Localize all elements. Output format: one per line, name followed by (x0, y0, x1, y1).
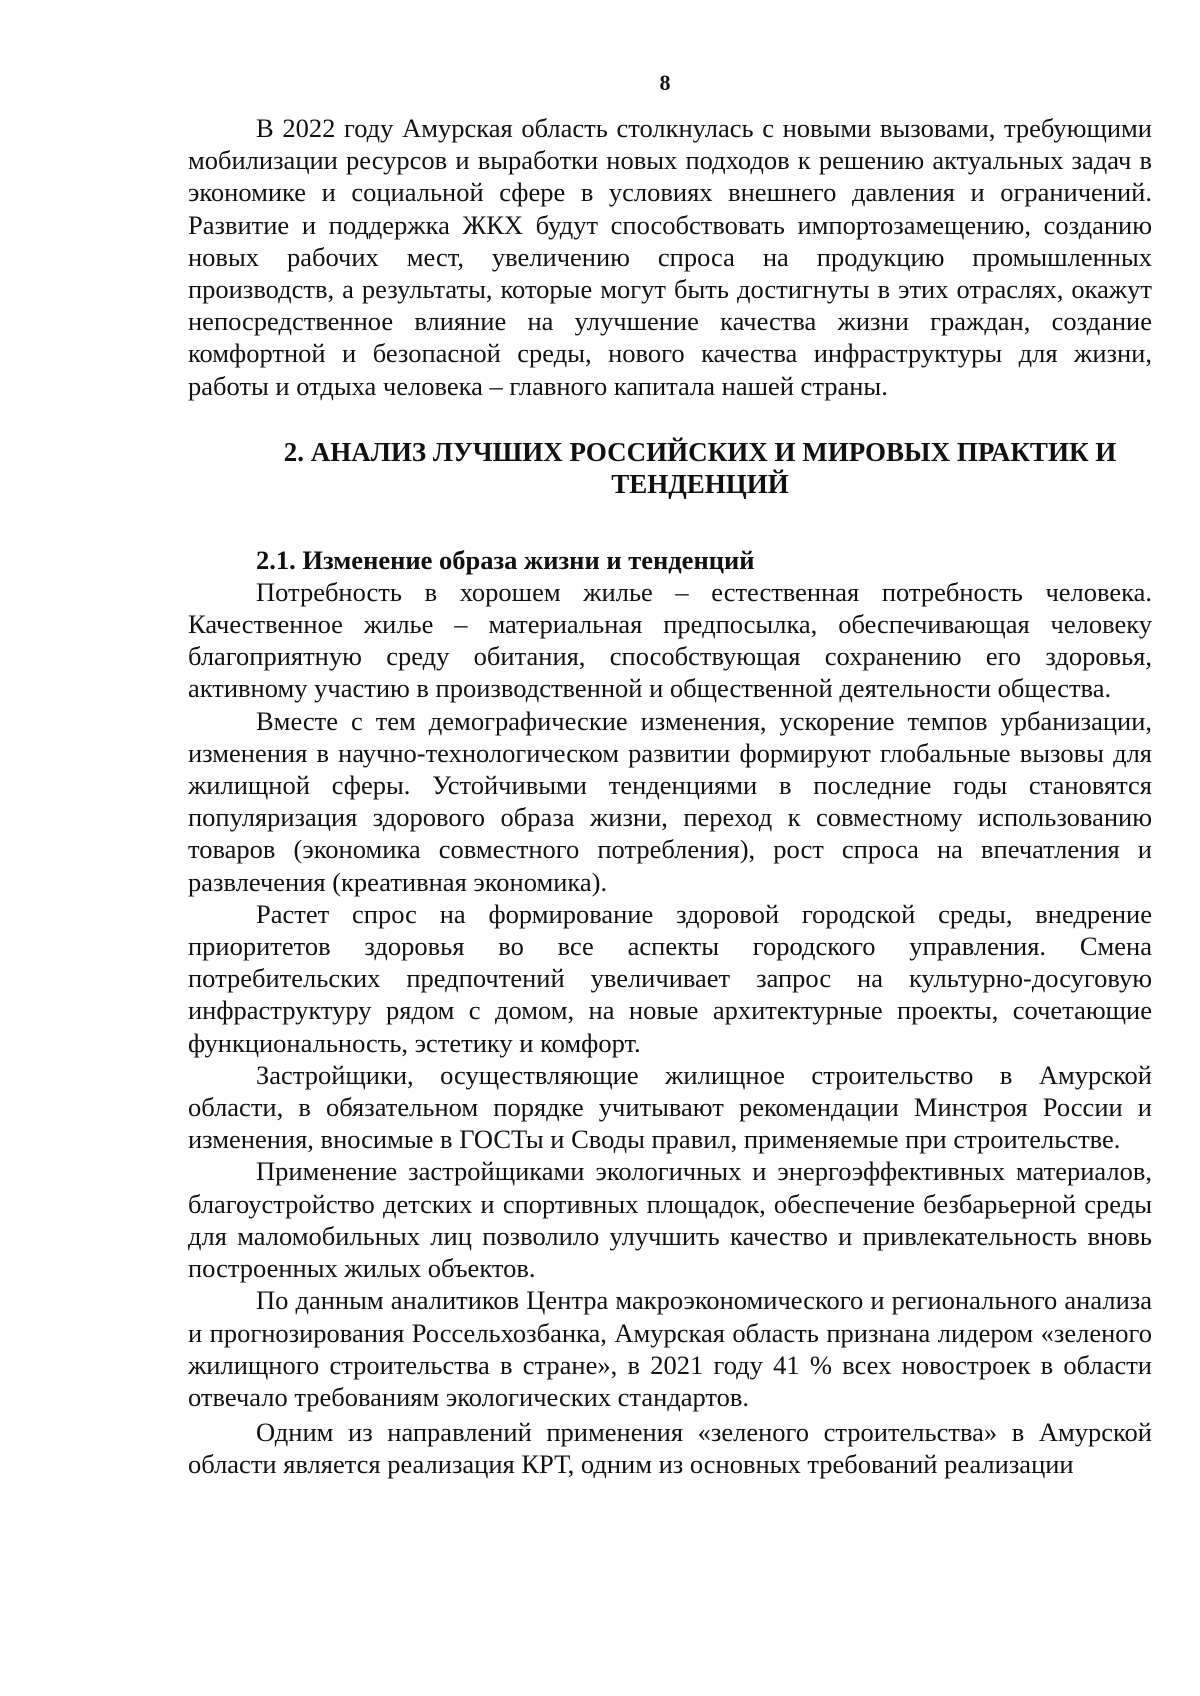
paragraph-urban-environment: Растет спрос на формирование здоровой городской среды, внедрение приоритетов здоровья во все аспекты городского управления. Смена потребительских предпочтений увеличивает запрос на культурно-досуговую инфраструктуру рядом с домом, на новые архитектурные проекты, сочетающие функциональность, эстетику и комфорт. (188, 898, 1152, 1058)
section-title: 2. АНАЛИЗ ЛУЧШИХ РОССИЙСКИХ И МИРОВЫХ ПРАКТИК И ТЕНДЕНЦИЙ (283, 436, 1117, 499)
paragraph-eco-materials: Применение застройщиками экологичных и энергоэффективных материалов, благоустройство детских и спортивных площадок, обеспечение безбарьерной среды для маломобильных лиц позволило улучшить качество и привлекательность вновь построенных жилых объектов. (188, 1156, 1152, 1284)
paragraph-need-for-housing: Потребность в хорошем жилье – естественная потребность человека. Качественное жилье – материальная предпосылка, обеспечивающая человеку благоприятную среду обитания, способствующая сохранению его здоровья, активному участию в производственной и общественной деятельности общества. (188, 576, 1152, 704)
subsection-title: 2.1. Изменение образа жизни и тенденций (256, 544, 755, 575)
paragraph-green-construction: Одним из направлений применения «зеленого строительства» в Амурской области является реализация КРТ, одним из основных требований реализации (188, 1417, 1152, 1480)
paragraph-demographic-changes: Вместе с тем демографические изменения, ускорение темпов урбанизации, изменения в научно-технологическом развитии формируют глобальные вызовы для жилищной сферы. Устойчивыми тенденциями в последние годы становятся популяризация здорового образа жизни, переход к совместному использованию товаров (экономика совместного потребления), рост спроса на впечатления и развлечения (креативная экономика). (188, 705, 1152, 897)
paragraph-developers: Застройщики, осуществляющие жилищное строительство в Амурской области, в обязательном порядке учитывают рекомендации Минстроя России и изменения, вносимые в ГОСТы и Своды правил, применяемые при строительстве. (188, 1059, 1152, 1155)
page-number: 8 (659, 70, 671, 95)
intro-paragraph: В 2022 году Амурская область столкнулась с новыми вызовами, требующими мобилизации ресурсов и выработки новых подходов к решению актуальных задач в экономике и социальной сфере в условиях внешнего давления и ограничений. Развитие и поддержка ЖКХ будут способствовать импортозамещению, созданию новых рабочих мест, увеличению спроса на продукцию промышленных производств, а результаты, которые могут быть достигнуты в этих отраслях, окажут непосредственное влияние на улучшение качества жизни граждан, создание комфортной и безопасной среды, нового качества инфраструктуры для жизни, работы и отдыха человека – главного капитала нашей страны. (188, 113, 1152, 401)
page-content (188, 112, 1152, 1481)
paragraph-analytics: По данным аналитиков Центра макроэкономического и регионального анализа и прогнозирования Россельхозбанка, Амурская область признана лидером «зеленого жилищного строительства в стране», в 2021 году 41 % всех новостроек в области отвечало требованиям экологических стандартов. (188, 1285, 1152, 1412)
